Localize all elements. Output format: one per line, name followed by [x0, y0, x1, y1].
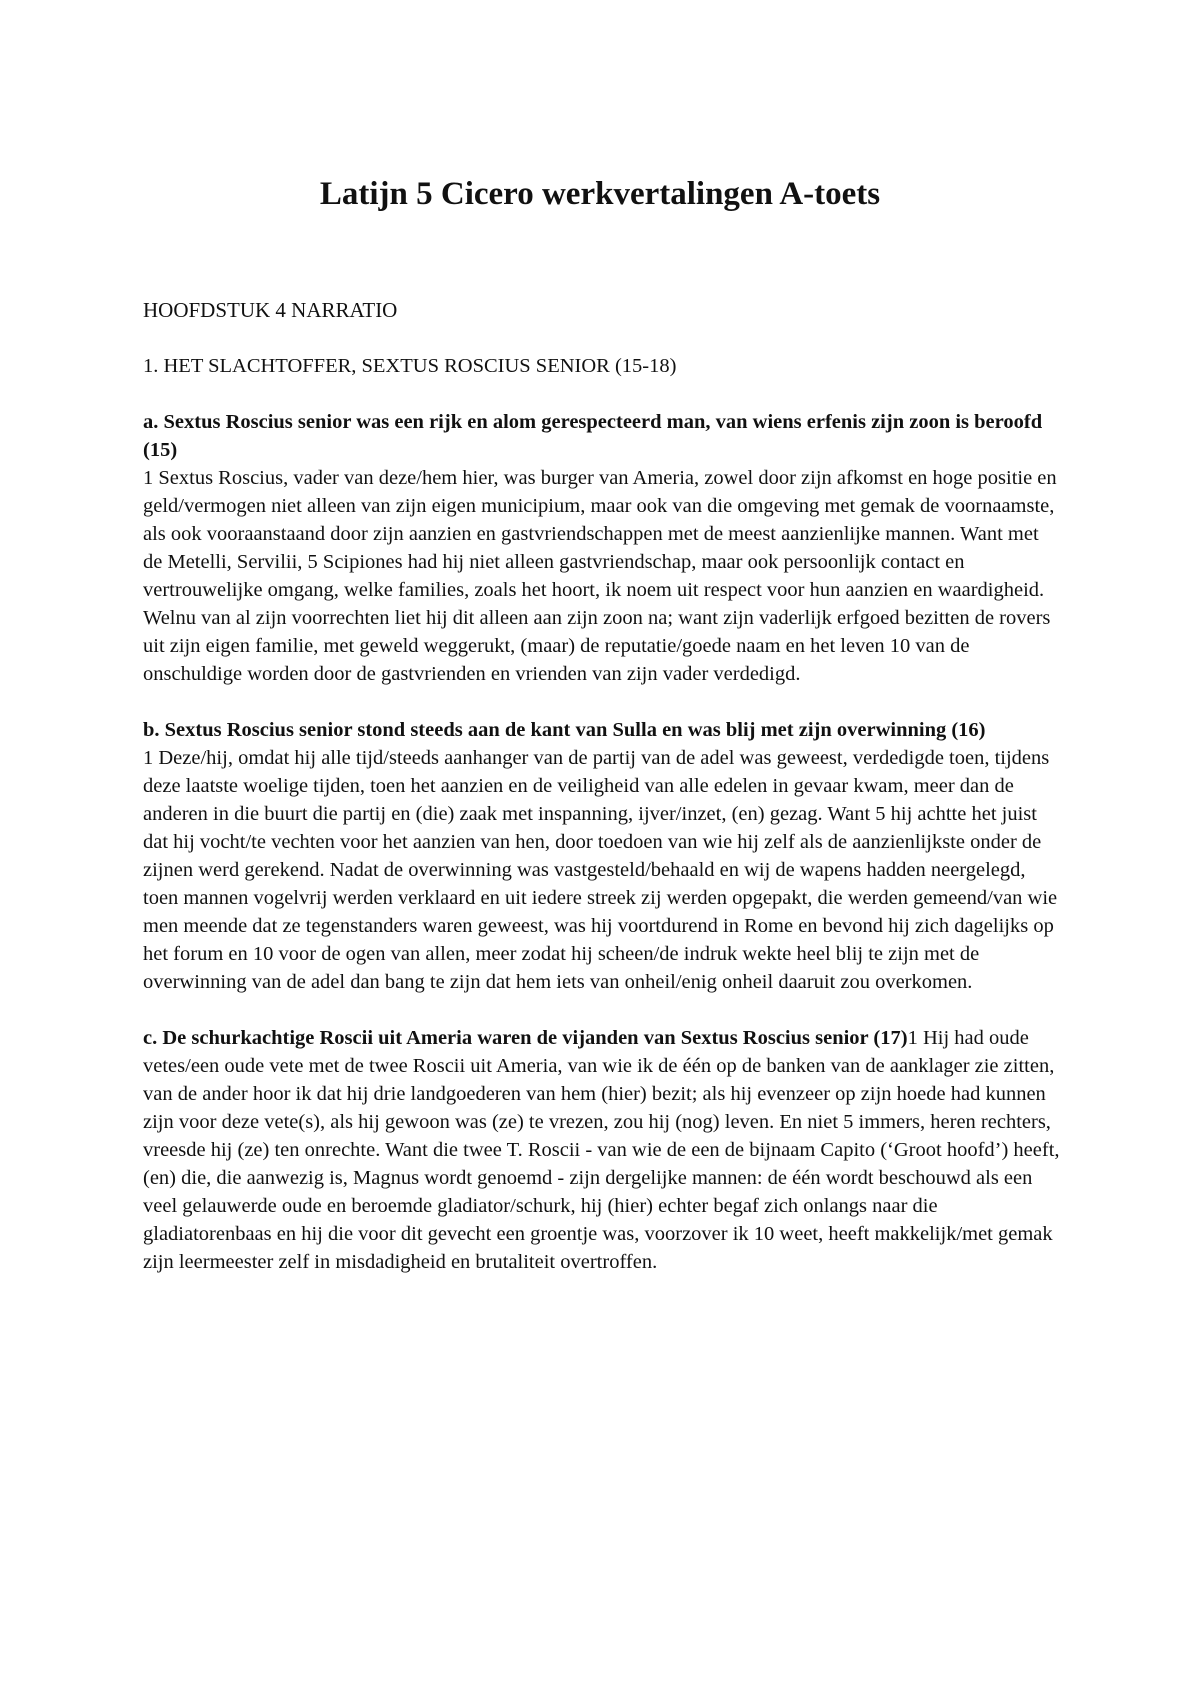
subsection-c-heading: c. De schurkachtige Roscii uit Ameria waren de vijanden van Sextus Roscius senior (17) — [143, 1027, 908, 1049]
subsection-c-body: Hij had oude vetes/een oude vete met de twee Roscii uit Ameria, van wie ik de één op de banken van de aanklager zie zitten, van de ander hoor ik dat hij drie landgoederen van hem (hier) bezit; als hij evenzeer op zijn hoede had kunnen zijn voor deze vete(s), als hij gewoon was (ze) te vrezen, zou hij (nog) leven. En niet 5 immers, heren rechters, vreesde hij (ze) ten onrechte. Want die twee T. Roscii - van wie de een de bijnaam Capito (‘Groot hoofd’) heeft, (en) die, die aanwezig is, Magnus wordt genoemd - zijn dergelijke mannen: de één wordt beschouwd als een veel gelauwerde oude en beroemde gladiator/schurk, hij (hier) echter begaf zich onlangs naar die gladiatorenbaas en hij die voor dit gevecht een groentje was, voorzover ik 10 weet, heeft makkelijk/met gemak zijn leermeester zelf in misdadigheid en brutaliteit overtroffen. — [143, 1027, 1060, 1273]
subsection-c — [143, 1024, 1063, 1276]
subsection-a-heading: a. Sextus Roscius senior was een rijk en alom gerespecteerd man, van wiens erfenis zijn zoon is beroofd (15) — [143, 411, 1043, 461]
subsection-b — [143, 716, 1063, 996]
section-heading: 1. HET SLACHTOFFER, SEXTUS ROSCIUS SENIOR (15-18) — [143, 355, 677, 377]
subsection-a-body: 1 Sextus Roscius, vader van deze/hem hier, was burger van Ameria, zowel door zijn afkomst en hoge positie en geld/vermogen niet alleen van zijn eigen municipium, maar ook van die omgeving met gemak de voornaamste, als ook vooraanstaand door zijn aanzien en gastvriendschappen met de meest aanzienlijke mannen. Want met de Metelli, Servilii, 5 Scipiones had hij niet alleen gastvriendschap, maar ook persoonlijk contact en vertrouwelijke omgang, welke families, zoals het hoort, ik noem uit respect voor hun aanzien en waardigheid. Welnu van al zijn voorrechten liet hij dit alleen aan zijn zoon na; want zijn vaderlijk erfgoed bezitten de rovers uit zijn eigen familie, met geweld weggerukt, (maar) de reputatie/goede naam en het leven 10 van de onschuldige worden door de gastvrienden en vrienden van zijn vader verdedigd. — [143, 467, 1057, 685]
document-content — [143, 296, 1063, 1304]
subsection-b-heading: b. Sextus Roscius senior stond steeds aan de kant van Sulla en was blij met zijn overwinning (16) — [143, 719, 986, 741]
subsection-c-line-number: 1 — [907, 1027, 918, 1049]
subsection-a — [143, 408, 1063, 688]
subsection-c-paragraph — [143, 1024, 1063, 1276]
subsection-b-body: 1 Deze/hij, omdat hij alle tijd/steeds aanhanger van de partij van de adel was geweest, verdedigde toen, tijdens deze laatste woelige tijden, toen het aanzien en de veiligheid van alle edelen in gevaar kwam, meer dan de anderen in die buurt die partij en (die) zaak met inspanning, ijver/inzet, (en) gezag. Want 5 hij achtte het juist dat hij vocht/te vechten voor het aanzien van hen, door toedoen van wie hij zelf als de aanzienlijkste onder de zijnen werd gerekend. Nadat de overwinning was vastgesteld/behaald en wij de wapens hadden neergelegd, toen mannen vogelvrij werden verklaard en uit iedere streek zij werden opgepakt, die werden gemeend/van wie men meende dat ze tegenstanders waren geweest, was hij voortdurend in Rome en bevond hij zich dagelijks op het forum en 10 voor de ogen van allen, meer zodat hij scheen/de indruk wekte heel blij te zijn met de overwinning van de adel dan bang te zijn dat hem iets van onheil/enig onheil daaruit zou overkomen. — [143, 747, 1058, 993]
chapter-heading: HOOFDSTUK 4 NARRATIO — [143, 298, 398, 322]
document-title: Latijn 5 Cicero werkvertalingen A-toets — [319, 176, 881, 212]
